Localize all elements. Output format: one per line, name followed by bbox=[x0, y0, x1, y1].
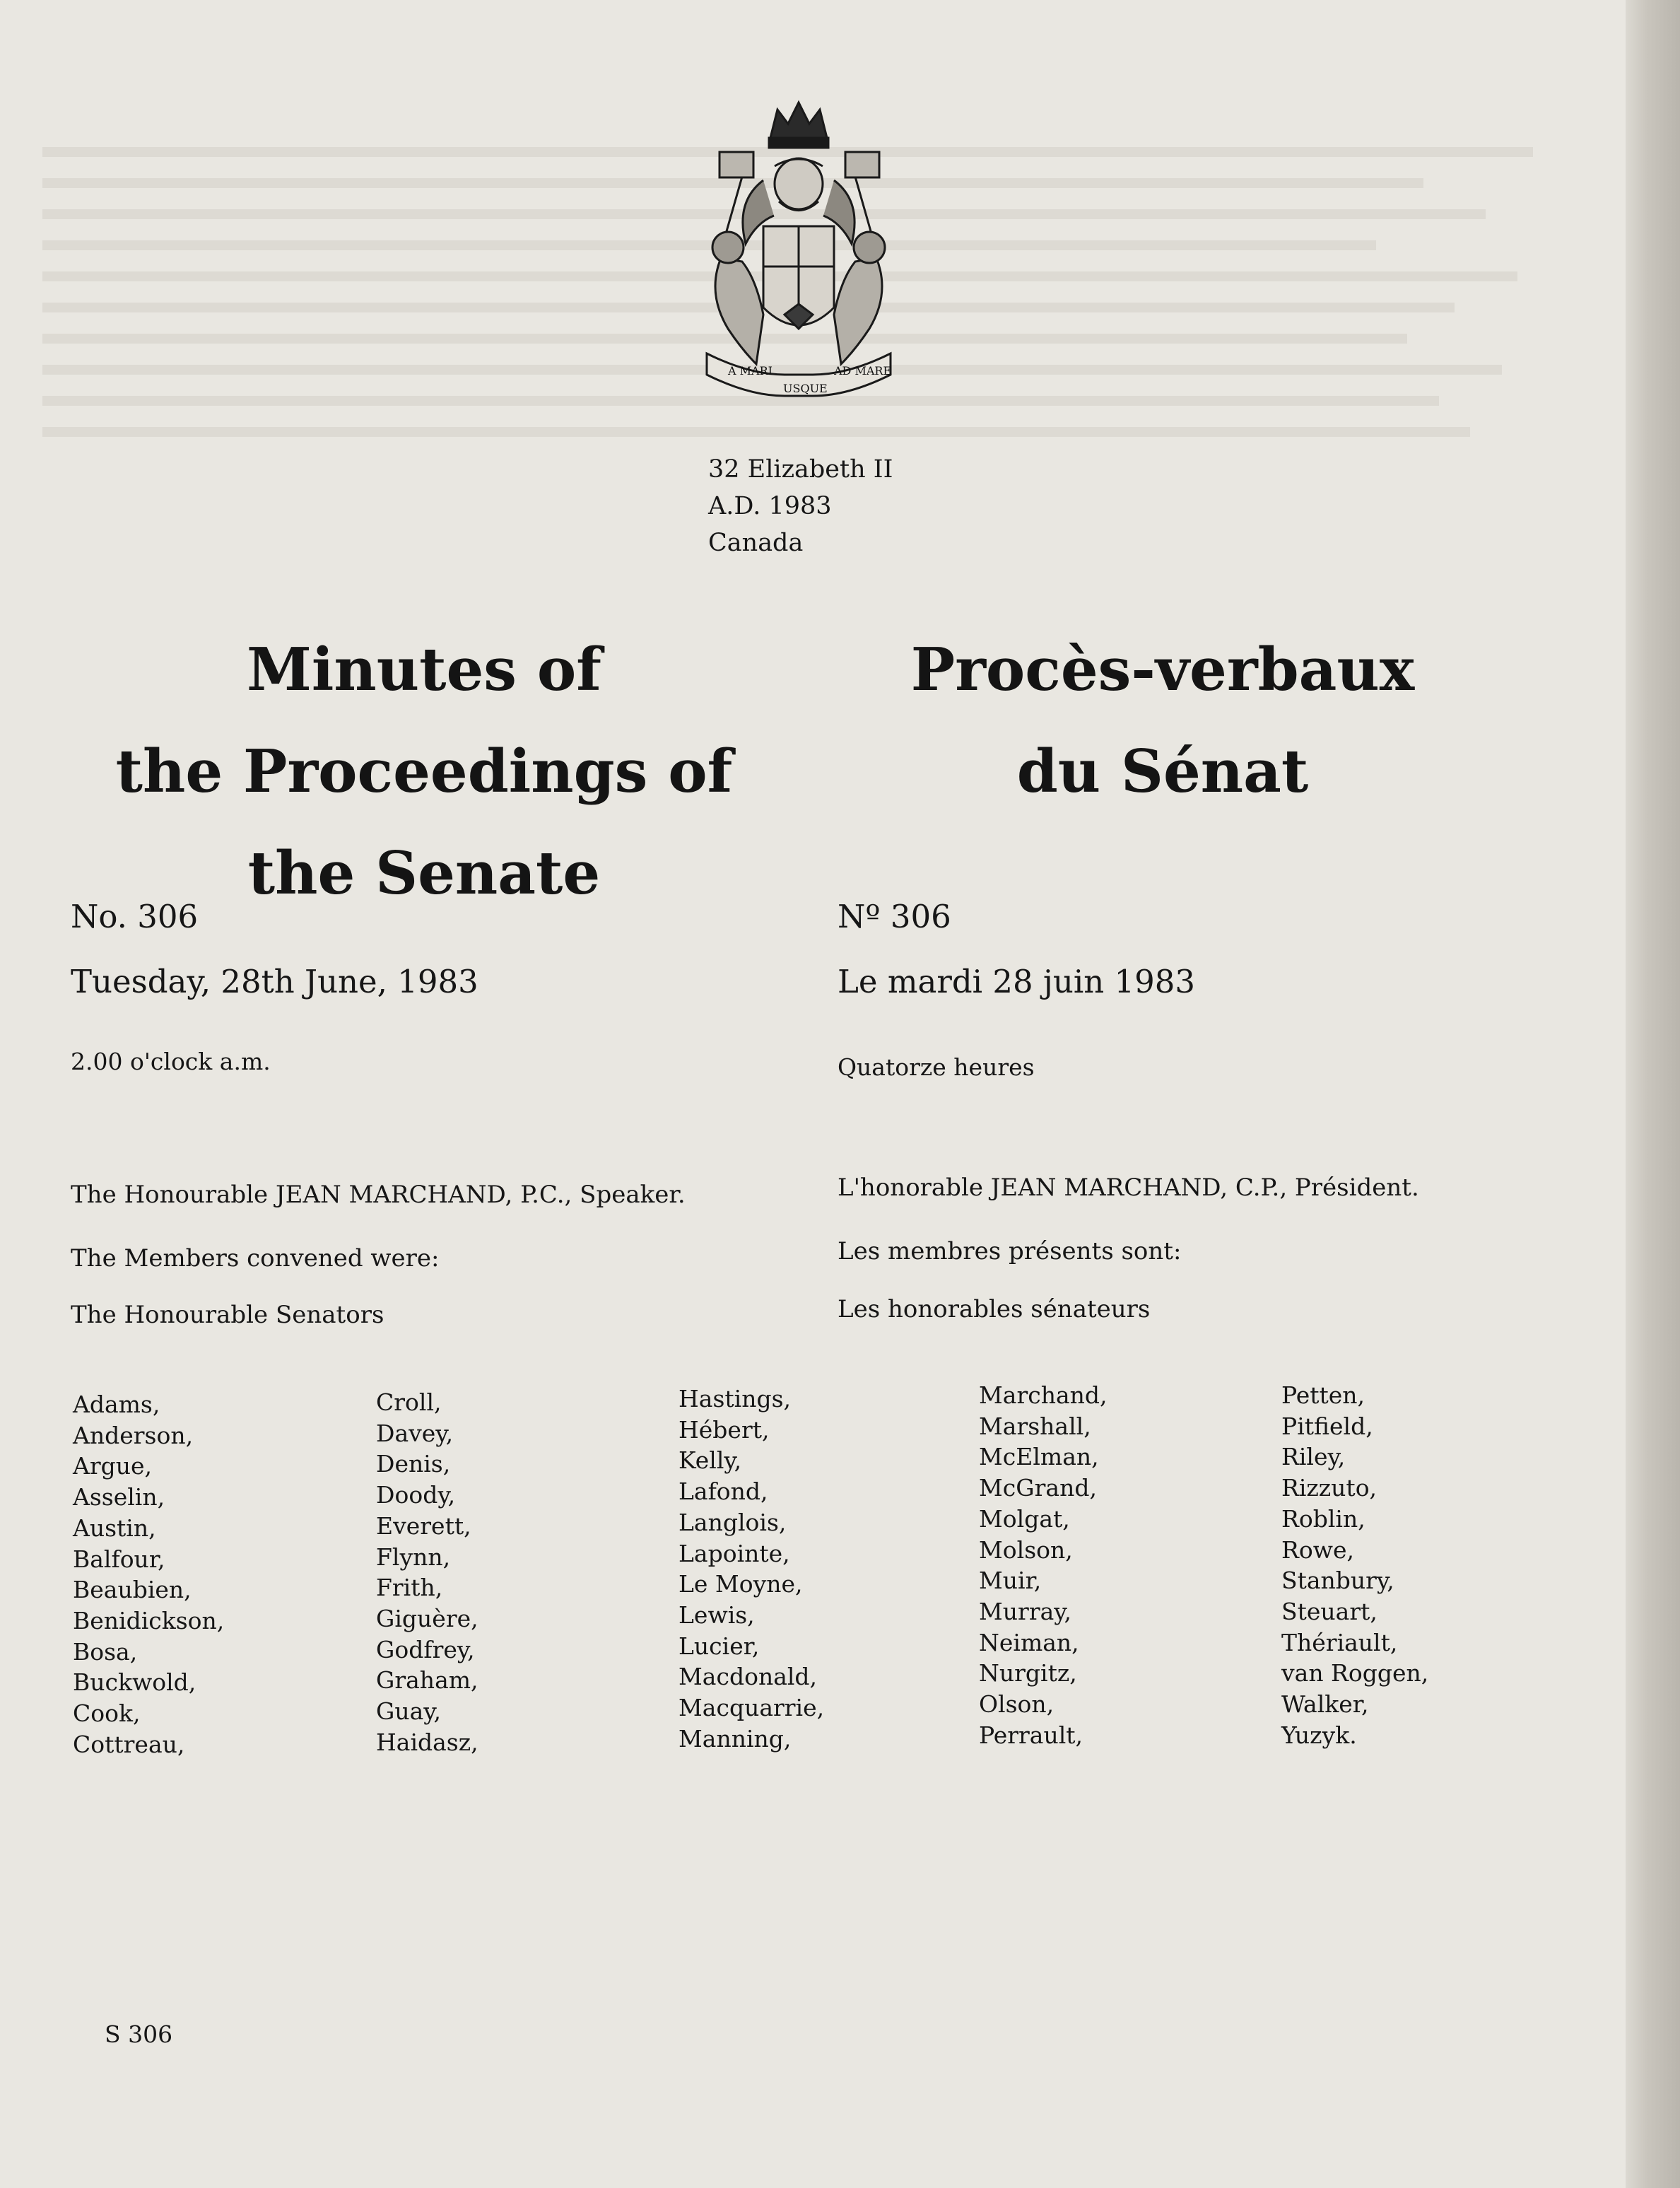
english-time: 2.00 o'clock a.m. bbox=[71, 1048, 271, 1075]
senator-name: Denis, bbox=[376, 1450, 451, 1478]
senator-name: Olson, bbox=[979, 1690, 1055, 1719]
senator-name: Murray, bbox=[979, 1597, 1072, 1625]
senator-name: Rowe, bbox=[1281, 1535, 1354, 1564]
senator-name: Muir, bbox=[979, 1567, 1042, 1595]
french-title-line: Procès-verbaux bbox=[910, 635, 1415, 704]
senator-name: Riley, bbox=[1281, 1443, 1346, 1471]
senator-name: Neiman, bbox=[979, 1628, 1079, 1656]
senator-name: Molson, bbox=[979, 1535, 1073, 1564]
french-members-present: Les membres présents sont: bbox=[838, 1237, 1182, 1265]
page-footer-number: S 306 bbox=[105, 2020, 173, 2048]
senators-column-3 bbox=[679, 1383, 824, 1754]
senator-name: Marshall, bbox=[979, 1412, 1091, 1440]
regnal-line: 32 Elizabeth II bbox=[708, 455, 893, 484]
senator-name: Cottreau, bbox=[73, 1730, 185, 1758]
senator-name: Argue, bbox=[73, 1452, 153, 1480]
senator-name: Guay, bbox=[376, 1697, 442, 1726]
english-title-line: Minutes of bbox=[247, 635, 601, 704]
senator-name: Frith, bbox=[376, 1574, 443, 1602]
french-speaker: L'honorable JEAN MARCHAND, C.P., Président. bbox=[838, 1174, 1419, 1202]
english-speaker: The Honourable JEAN MARCHAND, P.C., Speaker. bbox=[71, 1181, 686, 1209]
senator-name: Petten, bbox=[1281, 1381, 1365, 1409]
english-title-line: the Senate bbox=[247, 838, 601, 908]
senator-name: Godfrey, bbox=[376, 1635, 475, 1663]
senator-name: Marchand, bbox=[979, 1381, 1108, 1409]
senator-name: Flynn, bbox=[376, 1543, 451, 1571]
senator-name: Anderson, bbox=[73, 1421, 194, 1449]
senators-column-5 bbox=[1281, 1380, 1428, 1750]
senator-name: Austin, bbox=[73, 1514, 156, 1542]
senator-name: Davey, bbox=[376, 1419, 454, 1447]
senator-name: Yuzyk. bbox=[1281, 1721, 1357, 1749]
senator-name: Macdonald, bbox=[679, 1663, 818, 1691]
motto-right: AD MARE bbox=[834, 364, 892, 378]
french-date: Le mardi 28 juin 1983 bbox=[838, 963, 1196, 1000]
coat-of-arms-emblem bbox=[679, 95, 919, 410]
senator-name: Cook, bbox=[73, 1699, 141, 1728]
senator-name: Stanbury, bbox=[1281, 1567, 1394, 1595]
french-title bbox=[852, 619, 1474, 822]
senator-name: Haidasz, bbox=[376, 1728, 478, 1756]
senator-name: Molgat, bbox=[979, 1504, 1070, 1533]
senator-name: Lafond, bbox=[679, 1478, 768, 1506]
senator-name: Rizzuto, bbox=[1281, 1474, 1378, 1502]
senator-name: Hastings, bbox=[679, 1385, 792, 1412]
motto-center: USQUE bbox=[783, 382, 828, 395]
senator-name: Giguère, bbox=[376, 1604, 478, 1632]
senator-name: Manning, bbox=[679, 1724, 792, 1753]
english-title bbox=[71, 619, 777, 924]
senator-name: Walker, bbox=[1281, 1690, 1369, 1719]
senator-name: Lucier, bbox=[679, 1632, 760, 1660]
senator-name: Macquarrie, bbox=[679, 1694, 825, 1722]
senator-name: Nurgitz, bbox=[979, 1659, 1077, 1687]
senator-name: Bosa, bbox=[73, 1637, 138, 1666]
senators-column-4 bbox=[979, 1380, 1108, 1750]
regnal-year-block bbox=[708, 451, 893, 561]
senator-name: Benidickson, bbox=[73, 1606, 225, 1634]
senator-name: Croll, bbox=[376, 1388, 442, 1416]
senator-name: van Roggen, bbox=[1281, 1659, 1429, 1687]
french-title-line: du Sénat bbox=[1016, 737, 1309, 806]
senators-column-1 bbox=[73, 1389, 224, 1760]
english-senators-heading: The Honourable Senators bbox=[71, 1301, 384, 1329]
regnal-line: Canada bbox=[708, 529, 804, 557]
motto-left: A MARI bbox=[728, 364, 773, 378]
senator-name: Lewis, bbox=[679, 1601, 755, 1629]
french-number: Nº 306 bbox=[838, 898, 951, 935]
senator-name: Asselin, bbox=[73, 1483, 165, 1511]
senator-name: Graham, bbox=[376, 1666, 478, 1695]
senator-name: Doody, bbox=[376, 1481, 456, 1509]
page-gutter-shadow bbox=[1626, 0, 1680, 2188]
senators-column-2 bbox=[376, 1387, 478, 1757]
french-senators-heading: Les honorables sénateurs bbox=[838, 1295, 1151, 1323]
senator-name: McElman, bbox=[979, 1443, 1099, 1471]
senator-name: Adams, bbox=[73, 1391, 160, 1418]
senator-name: Lapointe, bbox=[679, 1539, 790, 1567]
english-date: Tuesday, 28th June, 1983 bbox=[71, 963, 478, 1000]
senator-name: Buckwold, bbox=[73, 1668, 196, 1697]
english-number: No. 306 bbox=[71, 898, 199, 935]
english-title-line: the Proceedings of bbox=[115, 737, 733, 806]
senator-name: Hébert, bbox=[679, 1415, 770, 1444]
senator-name: Roblin, bbox=[1281, 1504, 1365, 1533]
senator-name: Pitfield, bbox=[1281, 1412, 1373, 1440]
senator-name: Beaubien, bbox=[73, 1576, 192, 1604]
french-time: Quatorze heures bbox=[838, 1053, 1035, 1081]
regnal-line: A.D. 1983 bbox=[708, 492, 832, 520]
senator-name: Everett, bbox=[376, 1511, 471, 1540]
senator-name: Thériault, bbox=[1281, 1628, 1398, 1656]
senator-name: McGrand, bbox=[979, 1474, 1097, 1502]
senator-name: Le Moyne, bbox=[679, 1570, 803, 1598]
english-members-convened: The Members convened were: bbox=[71, 1244, 440, 1273]
senator-name: Langlois, bbox=[679, 1508, 787, 1536]
senator-name: Balfour, bbox=[73, 1545, 165, 1573]
senator-name: Steuart, bbox=[1281, 1597, 1378, 1625]
senator-name: Perrault, bbox=[979, 1721, 1083, 1749]
senator-name: Kelly, bbox=[679, 1446, 742, 1475]
